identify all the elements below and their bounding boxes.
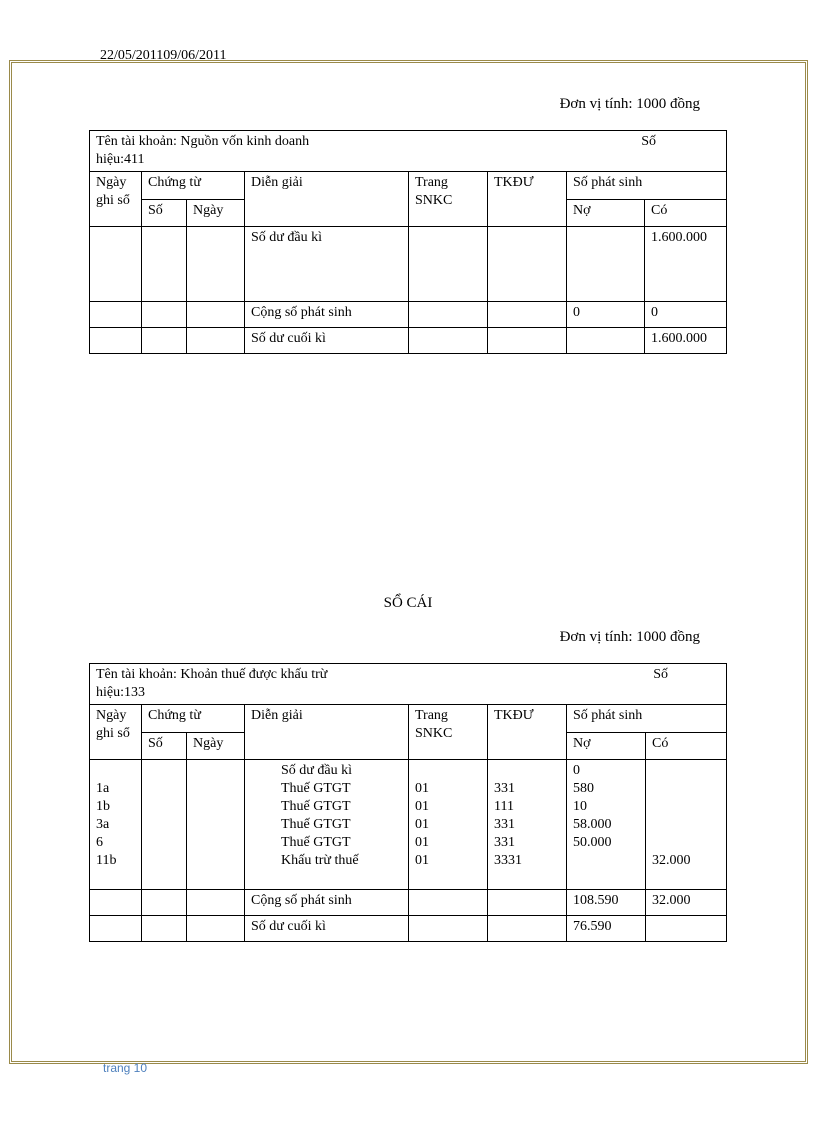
col-credit: Có [645,200,727,227]
row-credit [646,916,727,942]
entries-debits: 0 580 10 58.000 50.000 [567,760,646,890]
col-voucher: Chứng từ [142,172,245,200]
entries-pages: 01 01 01 01 01 [409,760,488,890]
ledger-table-133 [89,663,727,942]
col-voucher-date: Ngày [187,200,245,227]
unit-note-1: Đơn vị tính: 1000 đồng [559,96,700,112]
account-number-label: Số [653,667,669,682]
col-debit: Nợ [567,200,645,227]
col-credit: Có [646,733,727,760]
row-credit: 1.600.000 [645,328,727,354]
col-debit: Nợ [567,733,646,760]
col-voucher-no: Số [142,200,187,227]
row-description: Số dư cuối kì [245,916,409,942]
col-corresponding-account: TKĐƯ [488,705,567,760]
col-corresponding-account: TKĐƯ [488,172,567,227]
col-amount: Số phát sinh [567,172,727,200]
col-date: Ngày ghi sổ [90,172,142,227]
account-number: hiệu:411 [96,152,145,167]
column-header-row [90,172,727,200]
table-row [90,890,727,916]
account-number: hiệu:133 [96,685,145,700]
col-voucher-date: Ngày [187,733,245,760]
col-voucher: Chứng từ [142,705,245,733]
header-date: 22/05/201109/06/2011 [100,48,227,63]
row-credit: 1.600.000 [645,227,727,302]
row-description: Số dư đầu kì [245,227,409,302]
table-row [90,227,727,302]
table-row [90,760,727,890]
col-voucher-no: Số [142,733,187,760]
col-date: Ngày ghi sổ [90,705,142,760]
account-header-cell [90,664,727,705]
page-footer: trang 10 [103,1061,148,1075]
col-description: Diễn giải [245,172,409,227]
account-name: Tên tài khoản: Nguồn vốn kinh doanh [96,134,310,149]
entries-credits: 32.000 [646,760,727,890]
row-credit: 32.000 [646,890,727,916]
row-description: Số dư cuối kì [245,328,409,354]
table-row [90,916,727,942]
account-header-cell [90,131,727,172]
col-page: Trang SNKC [409,705,488,760]
entries-corresponding-accounts: 331 111 331 331 3331 [488,760,567,890]
table-row [90,328,727,354]
account-header-row [90,664,727,705]
row-credit: 0 [645,302,727,328]
row-debit: 108.590 [567,890,646,916]
col-amount: Số phát sinh [567,705,727,733]
entries-dates: 1a 1b 3a 6 11b [90,760,142,890]
col-description: Diễn giải [245,705,409,760]
table-row [90,302,727,328]
ledger-title: SỔ CÁI [383,595,433,611]
row-debit: 0 [567,302,645,328]
entries-descriptions: Số dư đầu kì Thuế GTGT Thuế GTGT Thuế GTGT Thuế GTGT Khấu trừ thuế [245,760,409,890]
row-debit: 76.590 [567,916,646,942]
ledger-table-411 [89,130,727,354]
col-page: Trang SNKC [409,172,488,227]
unit-note-2: Đơn vị tính: 1000 đồng [559,629,700,645]
account-number-label: Số [641,134,656,149]
row-debit [567,328,645,354]
row-debit [567,227,645,302]
account-header-row [90,131,727,172]
account-name: Tên tài khoản: Khoản thuế được khấu trừ [96,667,328,682]
row-description: Cộng số phát sinh [245,890,409,916]
column-header-row [90,705,727,733]
row-description: Cộng số phát sinh [245,302,409,328]
